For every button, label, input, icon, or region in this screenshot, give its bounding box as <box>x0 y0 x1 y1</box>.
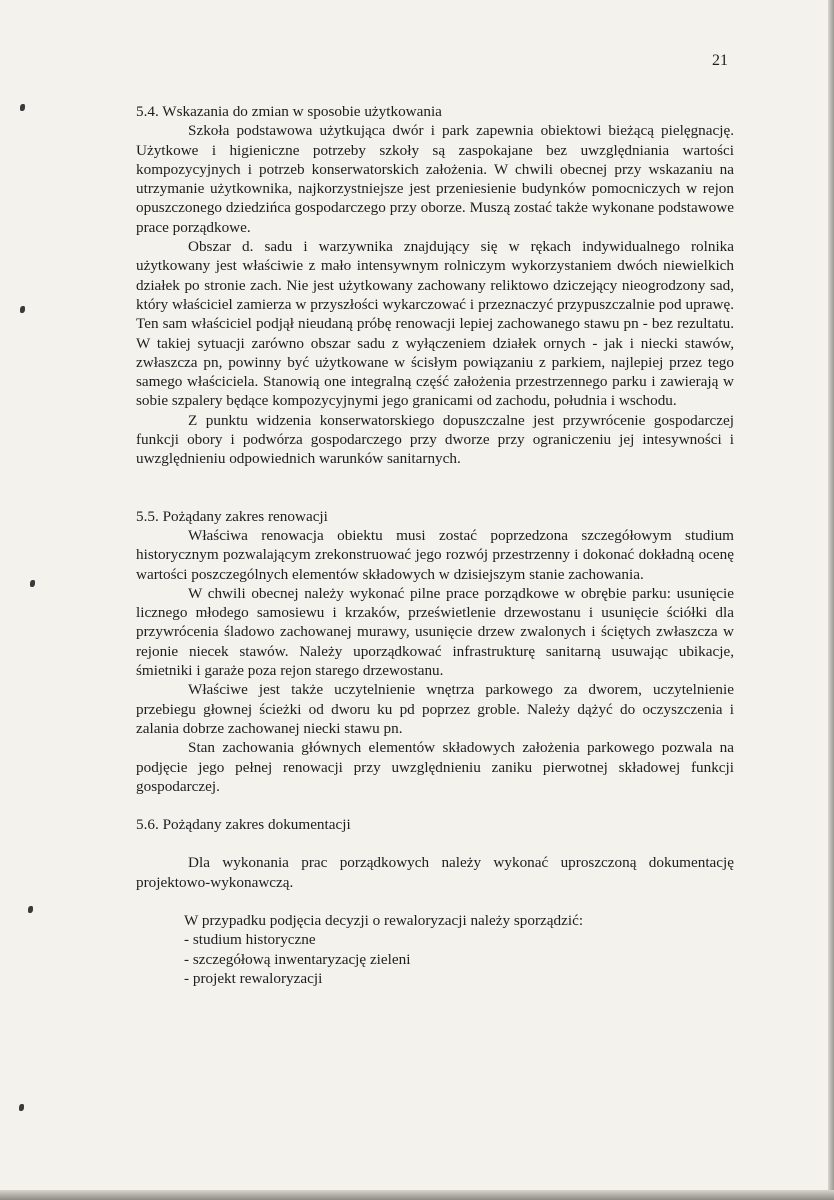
list-item: - projekt rewaloryzacji <box>184 969 323 987</box>
binding-hole-mark <box>28 906 33 913</box>
section-heading: 5.4. Wskazania do zmian w sposobie użytkowania <box>136 103 442 120</box>
binding-hole-mark <box>20 306 25 313</box>
paragraph: Szkoła podstawowa użytkująca dwór i park zapewnia obiektowi bieżącą pielęgnację. Użytkowe i higieniczne potrzeby szkoły są zaspokajane bez uwzględniania wartości kompozycyjnych i potrzeb konserwatorskich założenia. W chwili obecnej przy wskazaniu na utrzymanie użytkownika, najkorzystniejsze jest przeniesienie budynków pomocniczych w rejon opuszczonego dziedzińca gospodarczego przy oborze. Muszą zostać także wykonane podstawowe prace porządkowe. <box>136 122 734 236</box>
document-body <box>136 102 734 988</box>
paragraph: W chwili obecnej należy wykonać pilne prace porządkowe w obrębie parku: usunięcie licznego młodego samosiewu i krzaków, prześwietlenie drzewostanu i usunięcie ściółki dla przywrócenia śladowo zachowanej murawy, usunięcie drzew zwalonych i ściętych zwłaszcza w rejonie niecek stawów. Należy uporządkować infrastrukturę sanitarną usuwając ubikacje, śmietniki i garaże poza rejon starego drzewostanu. <box>136 584 734 680</box>
paragraph: Właściwe jest także uczytelnienie wnętrza parkowego za dworem, uczytelnienie przebiegu głownej ścieżki od dworu ku pd poprzez groble. Należy dążyć do oczyszczenia i zalania dobrze zachowanej niecki stawu pn. <box>136 681 734 737</box>
binding-hole-mark <box>30 580 35 587</box>
list-intro: W przypadku podjęcia decyzji o rewaloryzacji należy sporządzić: <box>184 911 584 929</box>
section-heading: 5.6. Pożądany zakres dokumentacji <box>136 816 351 834</box>
list-item: - szczegółową inwentaryzację zieleni <box>184 950 411 968</box>
documentation-list <box>136 930 734 988</box>
binding-hole-mark <box>20 104 25 111</box>
page-bottom-shadow <box>0 1190 834 1200</box>
paragraph: Stan zachowania głównych elementów składowych założenia parkowego pozwala na podjęcie jego pełnej renowacji przy uwzględnieniu zaniku pierwotnej składowej funkcji gospodarczej. <box>136 739 734 795</box>
paragraph: Obszar d. sadu i warzywnika znajdujący się w rękach indywidualnego rolnika użytkowany jest właściwie z mało intensywnym rolniczym wykorzystaniem dwóch niewielkich działek po stronie zach. Nie jest użytkowany zachowany reliktowo dziczejący nieogrodzony sad, który właściciel zamierza w przyszłości wykarczować i przeznaczyć przypuszczalnie pod uprawę. Ten sam właściciel podjął nieudaną próbę renowacji lepiej zachowanego stawu pn - bez rezultatu. W takiej sytuacji zarówno obszar sadu z wyłączeniem działek ornych - jak i niecki stawów, zwłaszcza pn, powinny być użytkowane w ścisłym powiązaniu z parkiem, najlepiej przez tego samego właściciela. Stanowią one integralną część założenia przestrzennego parku i zawierają w sobie szpalery będące kompozycyjnymi jego granicami od zachodu, południa i wschodu. <box>136 238 734 410</box>
paragraph: Z punktu widzenia konserwatorskiego dopuszczalne jest przywrócenie gospodarczej funkcji obory i podwórza gospodarczego przy dworze przy ograniczeniu jej intesywności i uwzględnieniu odpowiednich warunków sanitarnych. <box>136 411 734 468</box>
paragraph: Dla wykonania prac porządkowych należy wykonać uproszczoną dokumentację projektowo-wykonawczą. <box>136 854 734 891</box>
list-item: - studium historyczne <box>184 931 316 949</box>
page-edge-shadow <box>828 0 834 1200</box>
paragraph: Właściwa renowacja obiektu musi zostać poprzedzona szczegółowym studium historycznym pozwalającym zrekonstruować jego rozwój przestrzenny i dokonać dokładną ocenę wartości poszczególnych elementów składowych w dzisiejszym stanie zachowania. <box>136 526 734 583</box>
binding-hole-mark <box>19 1104 24 1111</box>
page-number: 21 <box>712 52 728 69</box>
section-heading: 5.5. Pożądany zakres renowacji <box>136 507 328 525</box>
